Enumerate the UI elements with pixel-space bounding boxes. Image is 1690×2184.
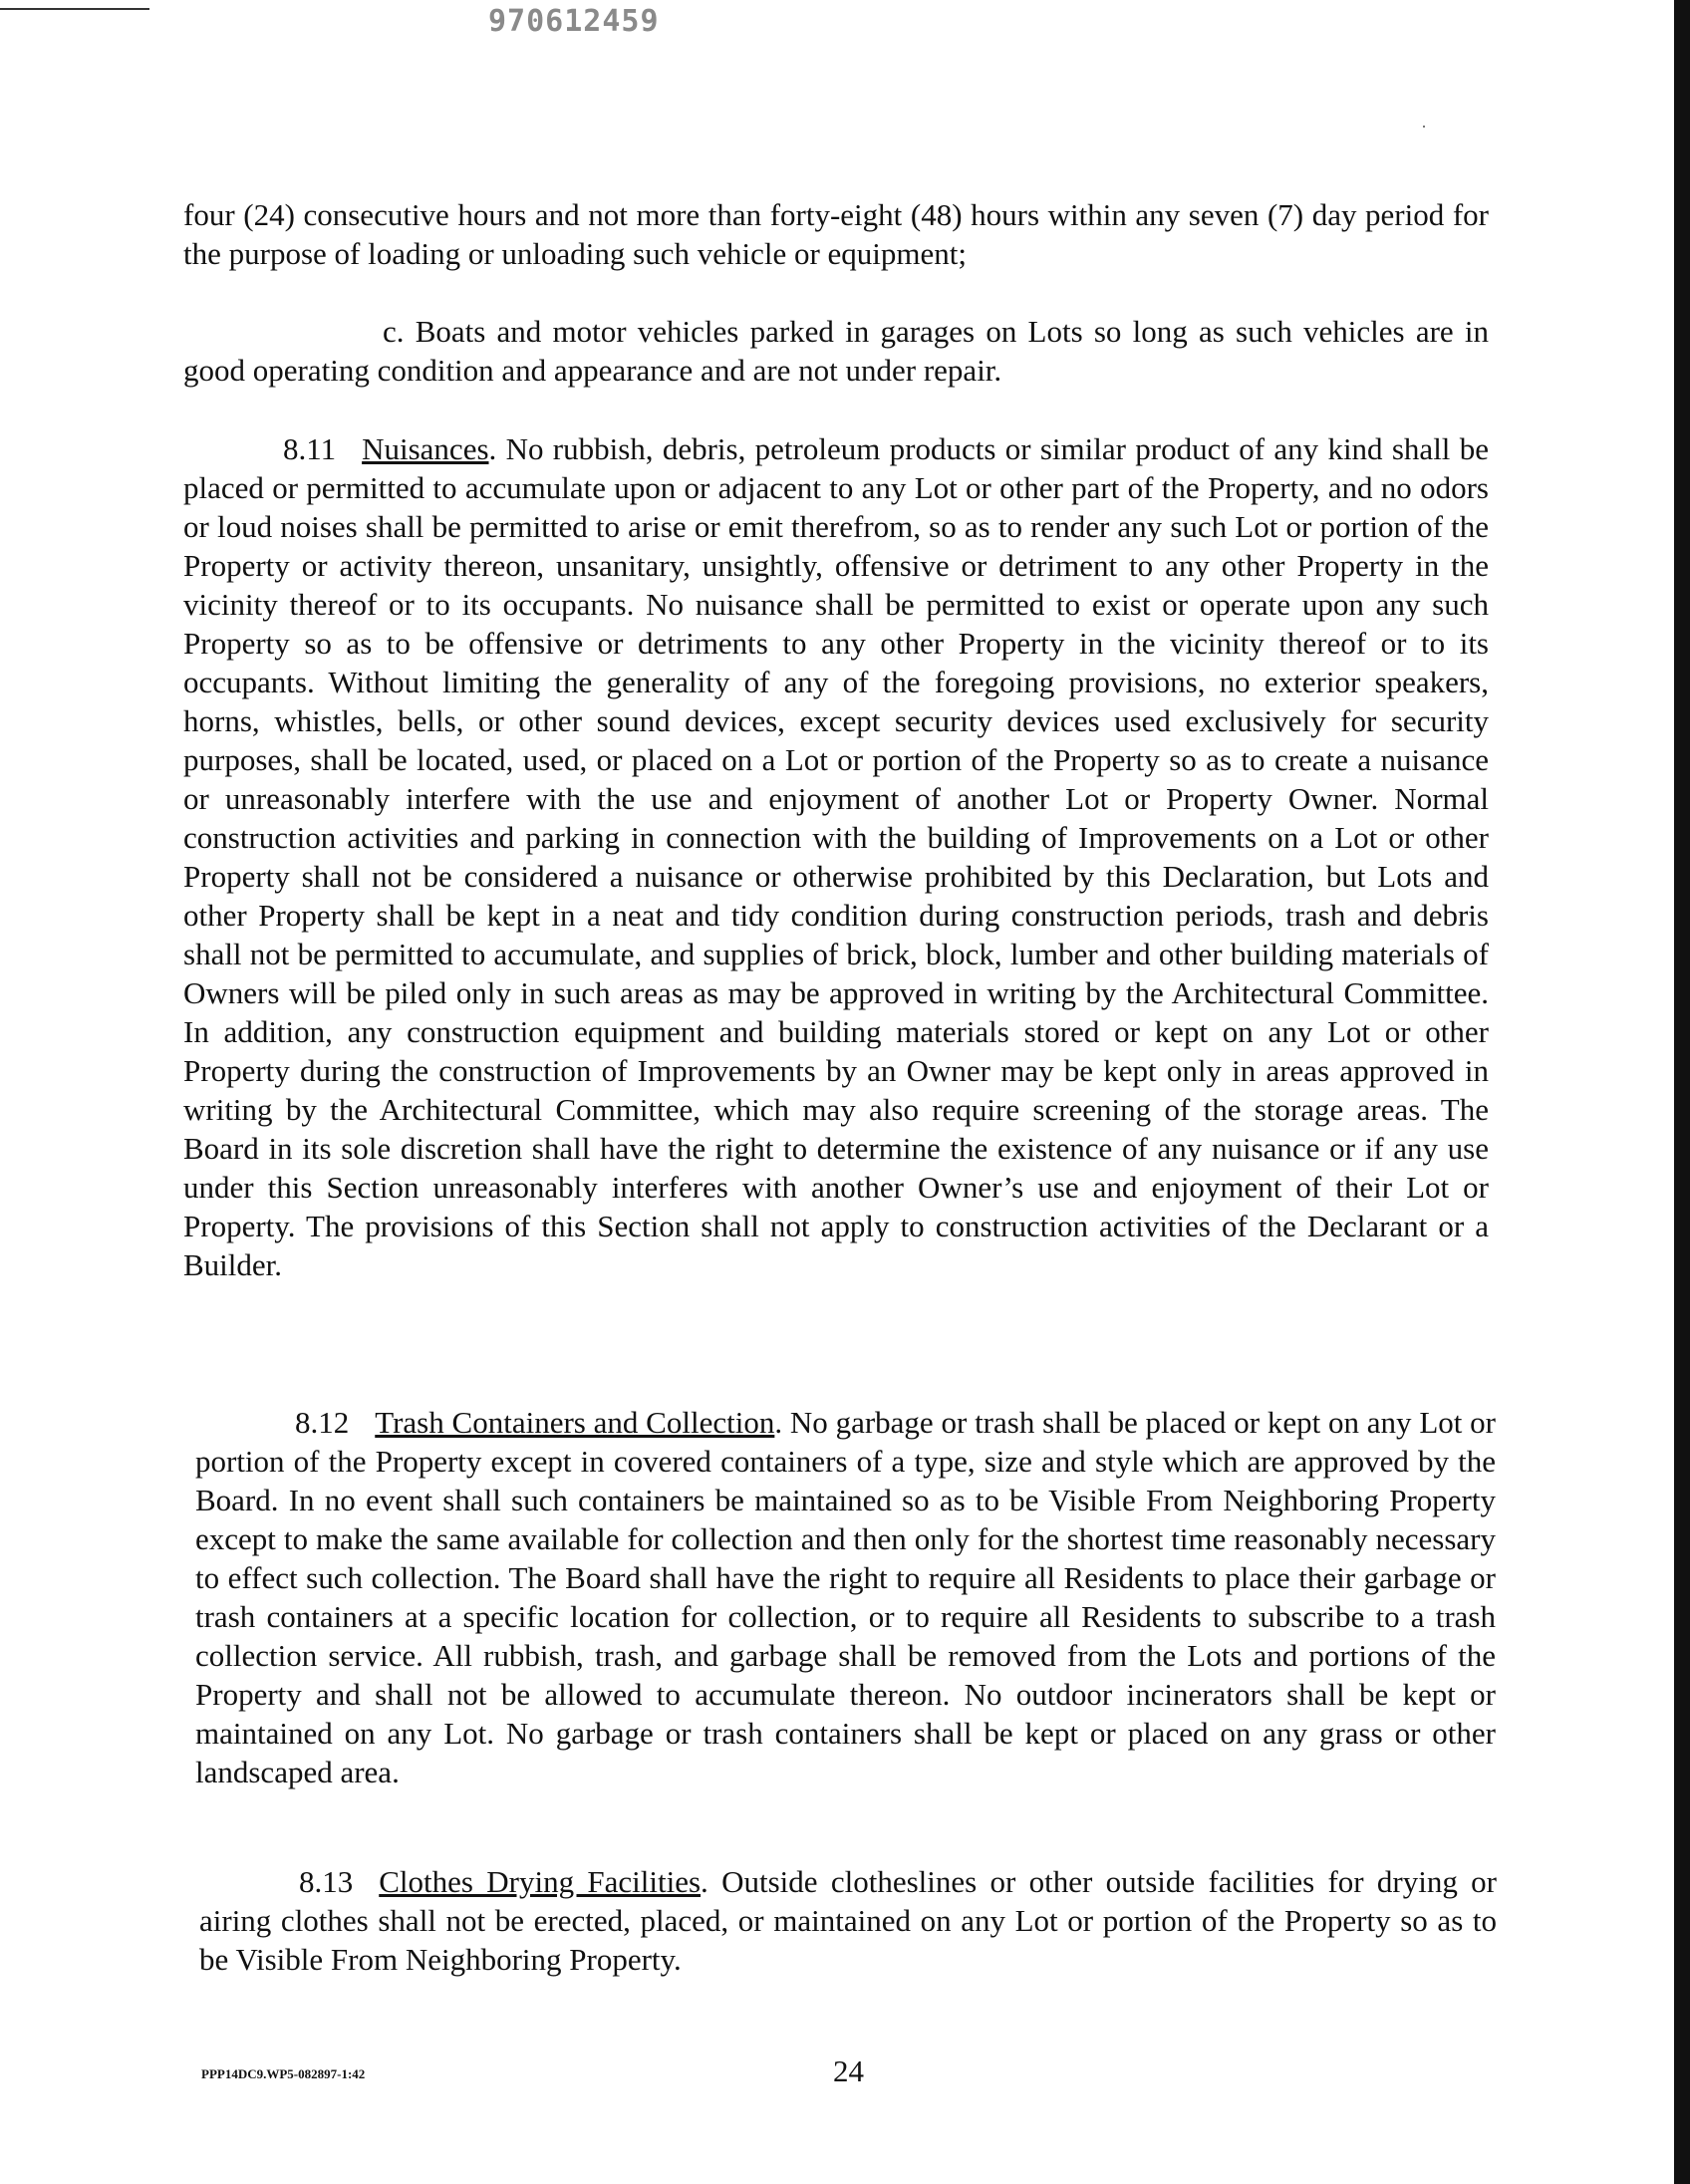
section-title: Trash Containers and Collection <box>375 1405 775 1440</box>
document-number-stamp: 970612459 <box>488 4 660 39</box>
paragraph-item-c <box>183 312 1489 390</box>
section-title: Nuisances <box>362 431 489 466</box>
paragraph-intro: four (24) consecutive hours and not more than forty-eight (48) hours within any seven (7) day period for the purpose of loading or unloading such vehicle or equipment; <box>183 197 1489 271</box>
item-c-text: c. Boats and motor vehicles parked in garages on Lots so long as such vehicles are in good operating condition and appearance and are not under repair. <box>183 314 1489 388</box>
section-8-13 <box>199 1862 1497 1979</box>
section-number: 8.13 <box>299 1864 354 1899</box>
scan-speck <box>1423 126 1425 128</box>
section-text: . No rubbish, debris, petroleum products or similar product of any kind shall be placed or permitted to accumulate upon or adjacent to any Lot or other part of the Property, and no odors or loud noises shall be permitted to arise or emit therefrom, so as to render any such Lot or portion of the Property or activity thereon, unsanitary, unsightly, offensive or detriment to any other Property in the vicinity thereof or to its occupants. No nuisance shall be permitted to exist or operate upon any such Property so as to be offensive or detriments to any other Property in the vicinity thereof or to its occupants. Without limiting the generality of any of the foregoing provisions, no exterior speakers, horns, whistles, bells, or other sound devices, except security devices used exclusively for security purposes, shall be located, used, or placed on a Lot or portion of the Property so as to create a nuisance or unreasonably interfere with the use and enjoyment of another Lot or Property Owner. Normal construction activities and parking in connection with the building of Improvements on a Lot or other Property shall not be considered a nuisance or otherwise prohibited by this Declaration, but Lots and other Property shall be kept in a neat and tidy condition during construction periods, trash and debris shall not be permitted to accumulate, and supplies of brick, block, lumber and other building materials of Owners will be piled only in such areas as may be approved in writing by the Architectural Committee. In addition, any construction equipment and building materials stored or kept on any Lot or other Property during the construction of Improvements by an Owner may be kept only in areas approved in writing by the Architectural Committee, which may also require screening of the storage areas. The Board in its sole discretion shall have the right to determine the existence of any nuisance or if any use under this Section unreasonably interferes with another Owner’s use and enjoyment of their Lot or Property. The provisions of this Section shall not apply to construction activities of the Declarant or a Builder. <box>183 431 1489 1282</box>
section-number: 8.12 <box>295 1405 350 1440</box>
section-text: . Outside clotheslines or other outside facilities for drying or airing clothes shall not be erected, placed, or maintained on any Lot or portion of the Property so as to be Visible From Neighboring Property. <box>199 1864 1497 1977</box>
section-title: Clothes Drying Facilities <box>379 1864 702 1899</box>
section-text: . No garbage or trash shall be placed or kept on any Lot or portion of the Property except in covered containers of a type, size and style which are approved by the Board. In no event shall such containers be maintained so as to be Visible From Neighboring Property except to make the same available for collection and then only for the shortest time reasonably necessary to effect such collection. The Board shall have the right to require all Residents to place their garbage or trash containers at a specific location for collection, or to require all Residents to subscribe to a trash collection service. All rubbish, trash, and garbage shall be removed from the Lots and portions of the Property and shall not be allowed to accumulate thereon. No outdoor incinerators shall be kept or maintained on any Lot. No garbage or trash containers shall be kept or placed on any grass or other landscaped area. <box>195 1405 1496 1789</box>
scan-edge-border <box>1674 0 1690 2184</box>
page-number: 24 <box>833 2053 864 2088</box>
section-8-11 <box>183 429 1489 1284</box>
top-edge-rule <box>0 8 149 10</box>
section-8-12 <box>195 1403 1496 1791</box>
section-number: 8.11 <box>283 431 337 466</box>
footer-file-code: PPP14DC9.WP5-082897-1:42 <box>201 2066 366 2081</box>
